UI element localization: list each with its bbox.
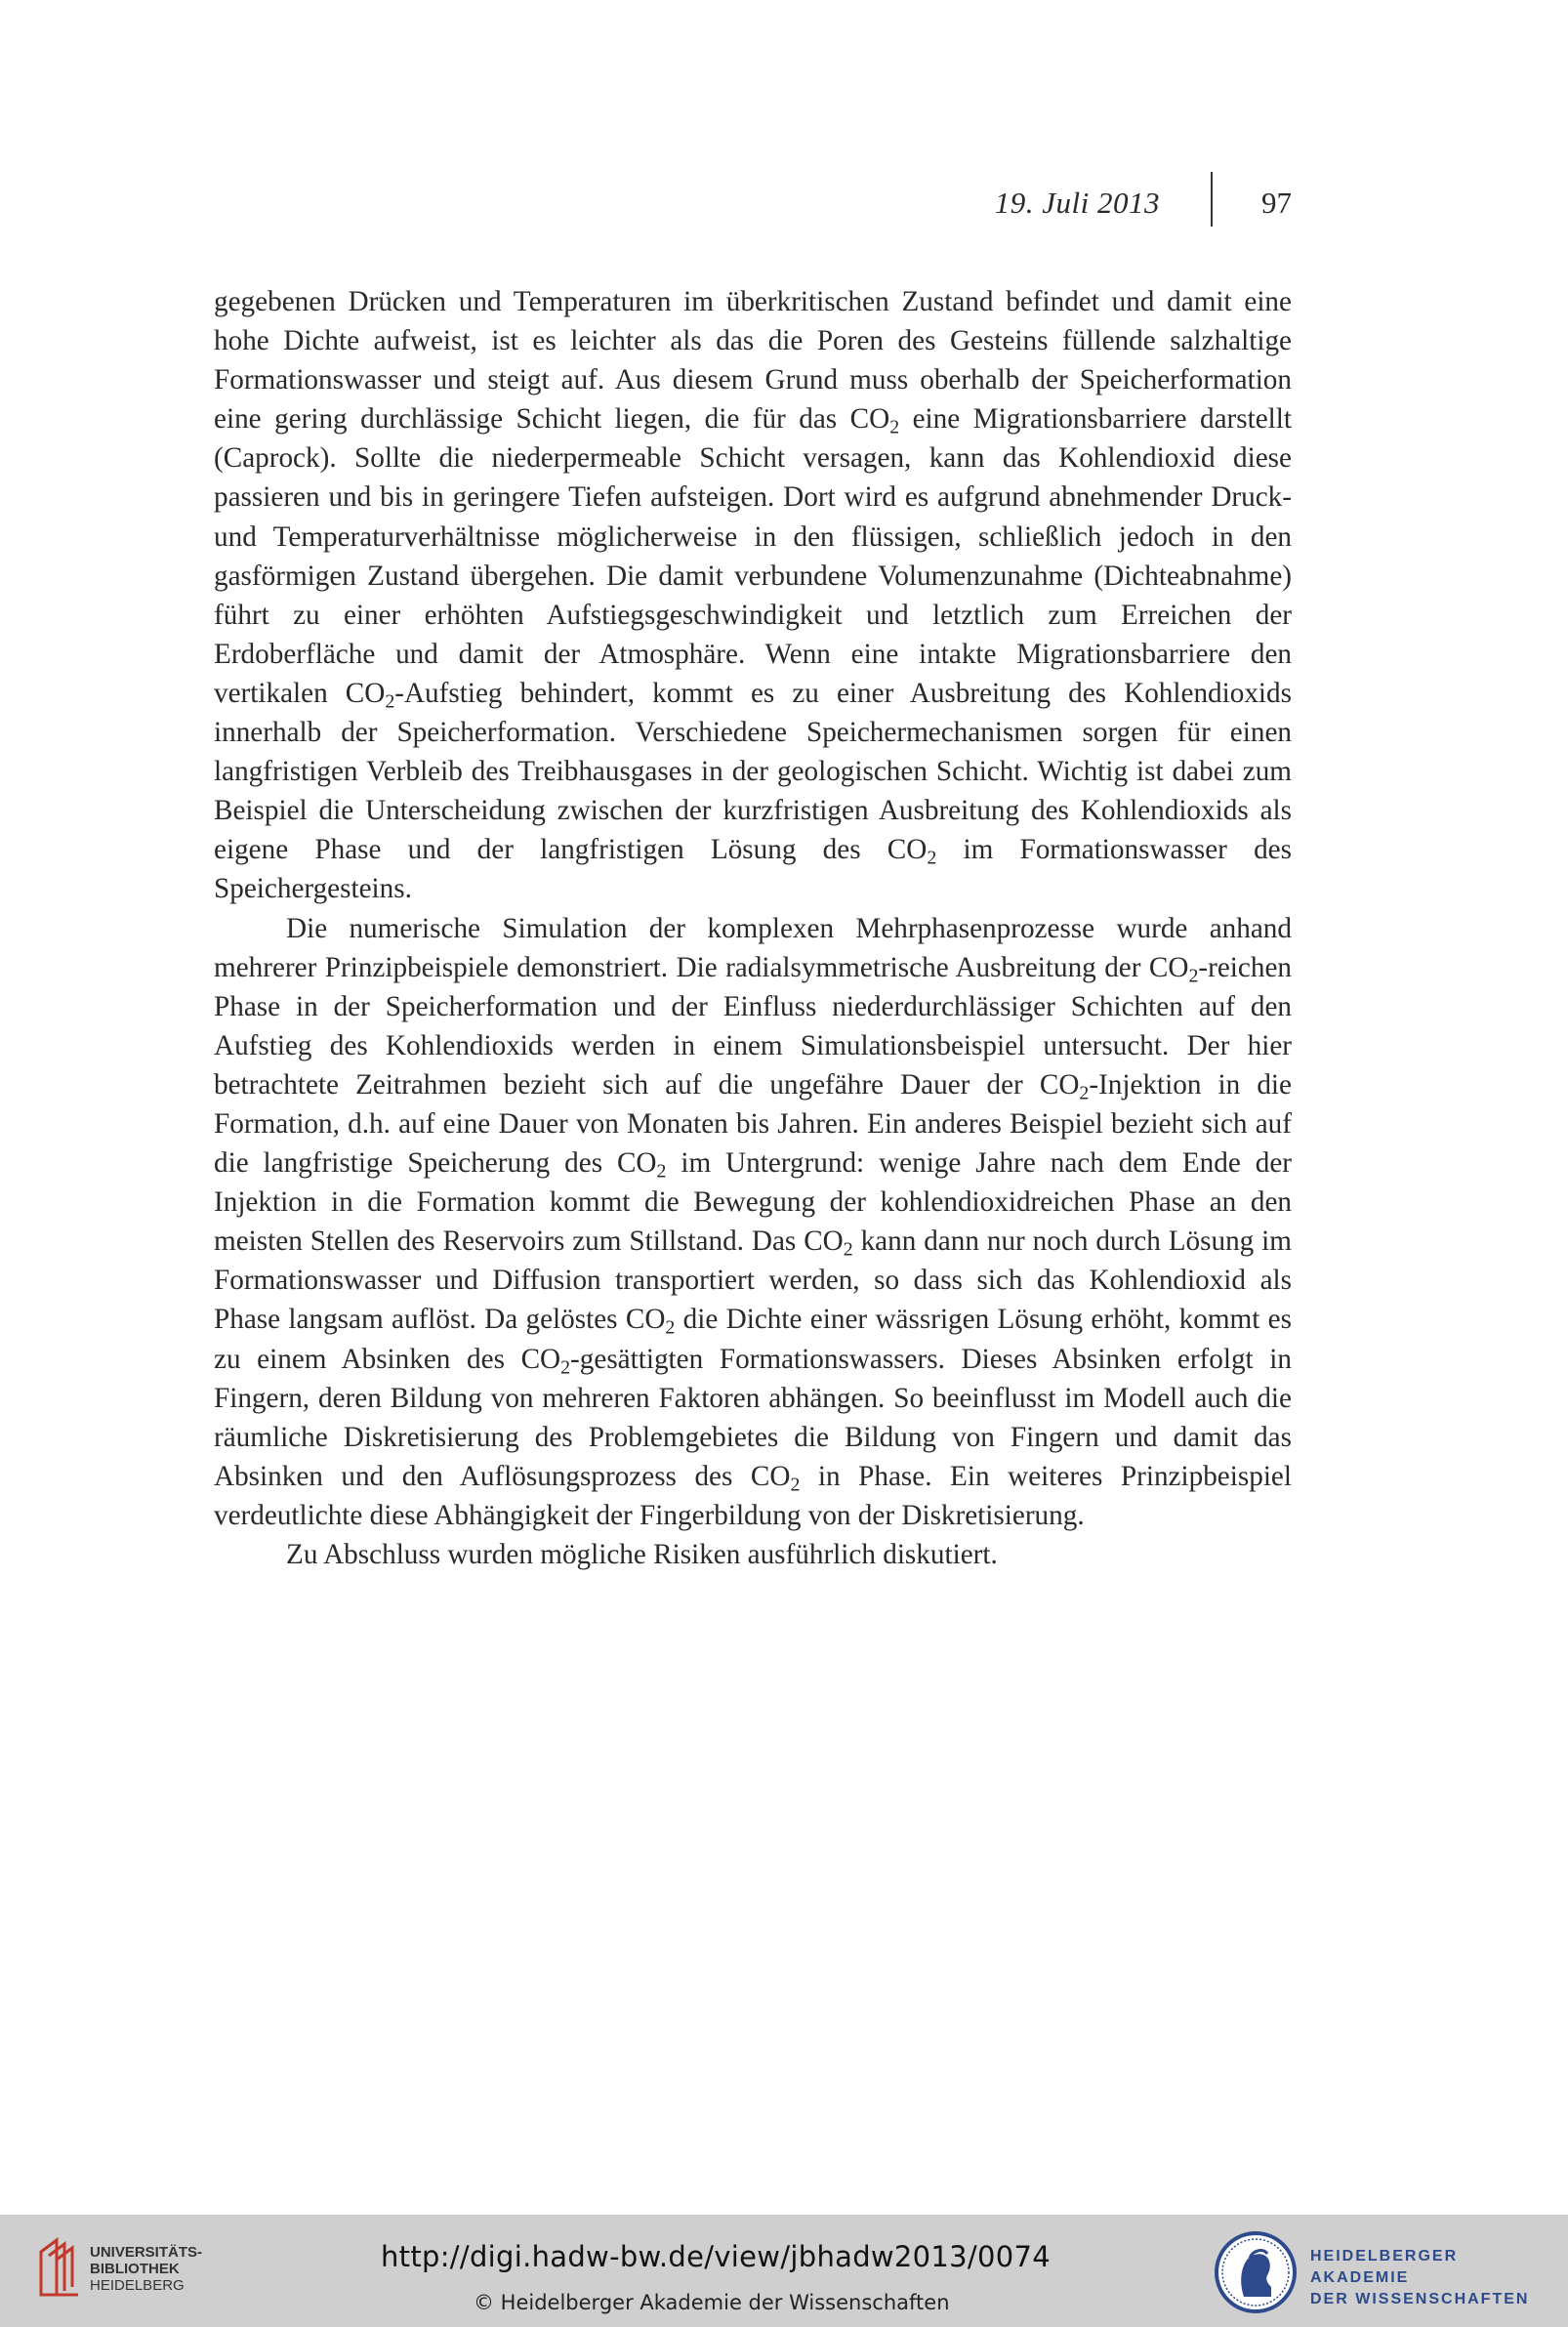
- university-library-logo-icon: [35, 2232, 84, 2303]
- university-library-logo[interactable]: [35, 2232, 221, 2310]
- subscript: 2: [656, 1160, 667, 1183]
- subscript: 2: [665, 1316, 676, 1339]
- permalink-url[interactable]: http://digi.hadw-bw.de/view/jbhadw2013/0074: [381, 2240, 1052, 2273]
- text-run: eine Migrationsbarriere darstellt (Caprock). Sollte die niederpermeable Schicht versagen, kann das Kohlendioxid diese passieren und bis in geringere Tiefen aufsteigen. Dort wird es aufgrund abnehmender Druck- und Temperaturverhältnisse möglicherweise in den flüssigen, schließlich jedoch in den gasförmigen Zustand übergehen. Die damit verbundene Volumenzunahme (Dichteabnahme) führt zu einer erhöhten Aufstiegsgeschwindigkeit und letztlich zum Erreichen der Erdoberfläche und damit der Atmosphäre. Wenn eine intakte Migrationsbarriere den vertikalen CO: [214, 403, 1292, 709]
- header-divider: [1211, 172, 1213, 227]
- body-text: [214, 282, 1292, 1574]
- text-run: -gesättigten Formationswassers. Dieses Absinken erfolgt in Fingern, deren Bildung von mehreren Faktoren abhängen. So beeinflusst im Modell auch die räumliche Diskretisierung des Problemgebietes die Bildung von Fingern und damit das Absinken und den Auflösungsprozess des CO: [214, 1343, 1292, 1492]
- text-run: im Formationswasser des Speichergesteins.: [214, 834, 1292, 905]
- text-run: Die numerische Simulation der komplexen Mehrphasenprozesse wurde anhand mehrerer Prinzipbeispiele demonstriert. Die radialsymmetrische Ausbreitung der CO: [214, 912, 1292, 983]
- subscript: 2: [927, 847, 937, 869]
- text-run: -Injektion in die Formation, d.h. auf eine Dauer von Monaten bis Jahren. Ein anderes Beispiel bezieht sich auf die langfristige Speicherung des CO: [214, 1068, 1292, 1180]
- subscript: 2: [790, 1474, 801, 1496]
- text-run: -reichen Phase in der Speicherformation und der Einfluss niederdurchlässiger Schichten auf den Aufstieg des Kohlendioxids werden in einem Simulationsbeispiel untersucht. Der hier betrachtete Zeitrahmen bezieht sich auf die ungefähre Dauer der CO: [214, 951, 1292, 1101]
- body-paragraph: [214, 1535, 1292, 1574]
- text-run: kann dann nur noch durch Lösung im Formationswasser und Diffusion transportiert werden, so dass sich das Kohlendioxid als Phase langsam auflöst. Da gelöstes CO: [214, 1226, 1292, 1336]
- text-run: in Phase. Ein weiteres Prinzipbeispiel verdeutlichte diese Abhängigkeit der Fingerbildung von der Diskretisierung.: [214, 1460, 1292, 1531]
- ub-line-2: BIBLIOTHEK: [90, 2261, 180, 2277]
- text-run: im Untergrund: wenige Jahre nach dem Ende der Injektion in die Formation kommt die Bewegung der kohlendioxidreichen Phase an den meisten Stellen des Reservoirs zum Stillstand. Das CO: [214, 1147, 1292, 1258]
- copyright-notice: © Heidelberger Akademie der Wissenschaften: [474, 2291, 950, 2314]
- subscript: 2: [385, 690, 395, 713]
- academy-name: [1310, 2246, 1543, 2310]
- academy-line-2: DER WISSENSCHAFTEN: [1310, 2291, 1530, 2307]
- text-run: die Dichte einer wässrigen Lösung erhöht, kommt es zu einem Absinken des CO: [214, 1304, 1292, 1375]
- ub-line-3: HEIDELBERG: [90, 2277, 185, 2294]
- subscript: 2: [1079, 1082, 1090, 1104]
- subscript: 2: [843, 1238, 853, 1261]
- header-date: 19. Juli 2013: [994, 186, 1160, 220]
- body-paragraph: [214, 909, 1292, 1536]
- ub-line-1: UNIVERSITÄTS-: [90, 2244, 203, 2261]
- academy-line-1: HEIDELBERGER AKADEMIE: [1310, 2248, 1459, 2286]
- subscript: 2: [889, 416, 900, 438]
- subscript: 2: [1188, 965, 1199, 987]
- university-library-name: [90, 2244, 202, 2294]
- subscript: 2: [560, 1356, 571, 1379]
- page-header: [976, 186, 1294, 234]
- footer-bar: [0, 2215, 1568, 2327]
- text-run: gegebenen Drücken und Temperaturen im überkritischen Zustand befindet und damit eine hohe Dichte aufweist, ist es leichter als das die Poren des Gesteins füllende salzhaltige Formationswasser und steigt auf. Aus diesem Grund muss oberhalb der Speicherformation eine gering durchlässige Schicht liegen, die für das CO: [214, 286, 1292, 436]
- page-number: 97: [1261, 186, 1292, 220]
- academy-seal-icon: [1211, 2228, 1300, 2316]
- academy-logo[interactable]: [1211, 2228, 1543, 2316]
- text-run: Zu Abschluss wurden mögliche Risiken ausführlich diskutiert.: [286, 1539, 998, 1570]
- text-run: -Aufstieg behindert, kommt es zu einer Ausbreitung des Kohlendioxids innerhalb der Speicherformation. Verschiedene Speichermechanismen sorgen für einen langfristigen Verbleib des Treibhausgases in der geologischen Schicht. Wichtig ist dabei zum Beispiel die Unterscheidung zwischen der kurzfristigen Ausbreitung des Kohlendioxids als eigene Phase und der langfristigen Lösung des CO: [214, 677, 1292, 866]
- body-paragraph: [214, 282, 1292, 909]
